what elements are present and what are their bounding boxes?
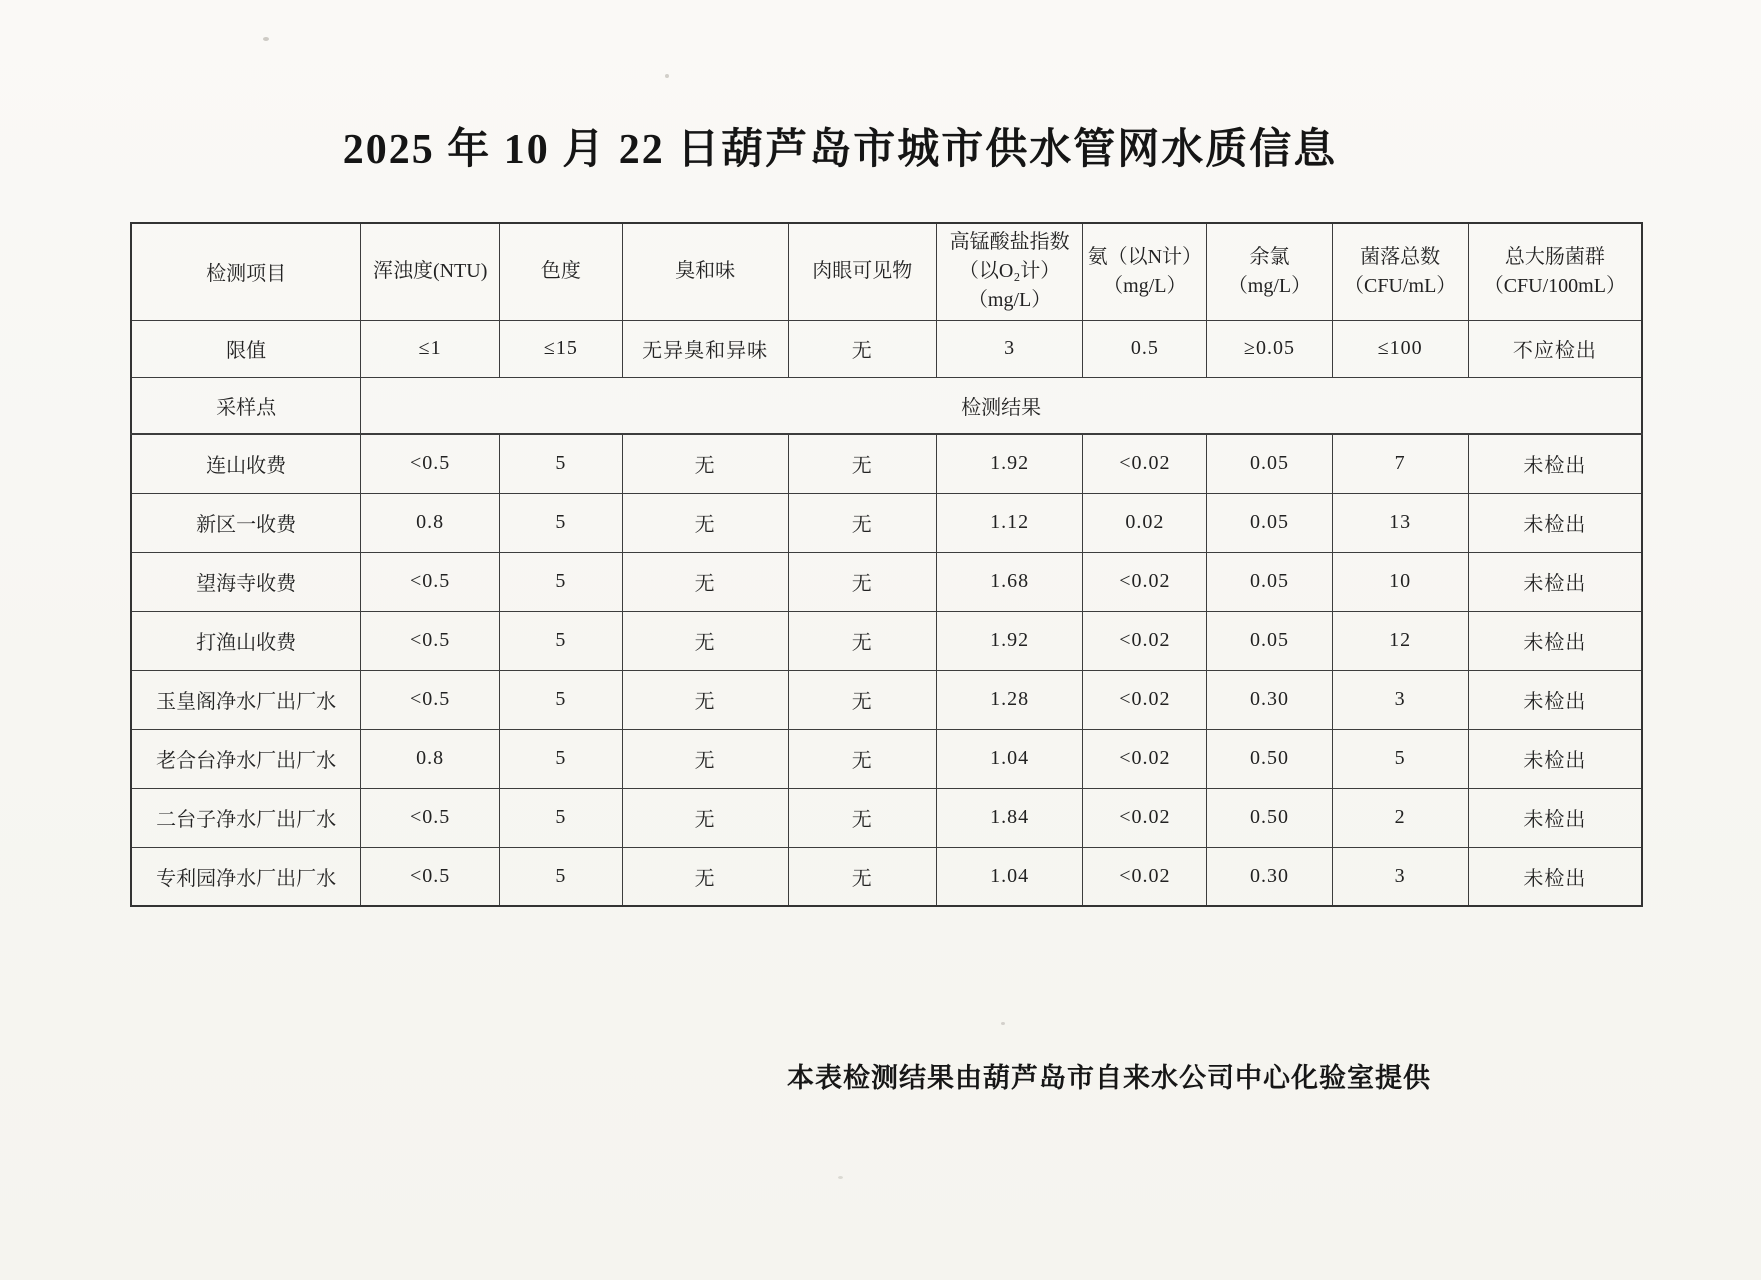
- water-quality-table: [130, 222, 1643, 907]
- row-value: 5: [500, 493, 622, 552]
- header-line: 浑浊度(NTU): [372, 260, 488, 283]
- row-value: 5: [500, 670, 622, 729]
- header-line: （mg/L）: [967, 289, 1052, 312]
- header-col-2: [622, 223, 788, 320]
- row-value: 1.92: [936, 611, 1083, 670]
- scan-speck: [665, 74, 669, 78]
- row-label: 老合台净水厂出厂水: [131, 729, 361, 788]
- row-value: 7: [1332, 434, 1468, 493]
- row-value: 1.92: [936, 434, 1083, 493]
- row-value: <0.5: [361, 552, 500, 611]
- header-col-7: [1332, 223, 1468, 320]
- row-value: <0.5: [361, 611, 500, 670]
- limit-value: 0.5: [1083, 320, 1207, 377]
- header-line: （mg/L）: [1103, 274, 1187, 297]
- row-value: 无: [622, 552, 788, 611]
- header-line: 总大肠菌群: [1504, 245, 1605, 268]
- row-value: 3: [1332, 847, 1468, 906]
- limit-value: ≤100: [1332, 320, 1468, 377]
- row-value: 10: [1332, 552, 1468, 611]
- source-note: 本表检测结果由葫芦岛市自来水公司中心化验室提供: [787, 1063, 1431, 1093]
- row-value: 1.28: [936, 670, 1083, 729]
- row-value: 0.05: [1207, 434, 1332, 493]
- header-col-4: [936, 223, 1083, 320]
- row-value: <0.02: [1083, 434, 1207, 493]
- row-value: 未检出: [1468, 670, 1642, 729]
- row-value: 3: [1332, 670, 1468, 729]
- row-value: 0.50: [1207, 729, 1332, 788]
- row-value: 2: [1332, 788, 1468, 847]
- row-value: 无: [788, 493, 936, 552]
- table-row: [131, 552, 1642, 611]
- limit-row: [131, 320, 1642, 377]
- header-col-8: [1468, 223, 1642, 320]
- row-value: 5: [500, 729, 622, 788]
- row-value: <0.02: [1083, 847, 1207, 906]
- row-value: 无: [622, 729, 788, 788]
- row-value: 无: [622, 434, 788, 493]
- row-value: 无: [788, 788, 936, 847]
- limit-value: 无异臭和异味: [622, 320, 788, 377]
- row-value: <0.02: [1083, 788, 1207, 847]
- row-value: 13: [1332, 493, 1468, 552]
- page-title: 2025 年 10 月 22 日葫芦岛市城市供水管网水质信息: [342, 127, 1338, 173]
- row-value: <0.5: [361, 670, 500, 729]
- row-value: 0.05: [1207, 493, 1332, 552]
- header-line: 肉眼可见物: [812, 260, 913, 283]
- table-header-row: [131, 223, 1642, 320]
- row-value: 未检出: [1468, 434, 1642, 493]
- row-value: 5: [500, 434, 622, 493]
- header-col-1: [500, 223, 622, 320]
- header-line: 余氯: [1249, 245, 1290, 268]
- limit-value: 无: [788, 320, 936, 377]
- row-value: 1.04: [936, 847, 1083, 906]
- sampling-point-row: [131, 377, 1642, 434]
- row-value: 未检出: [1468, 729, 1642, 788]
- row-value: 1.68: [936, 552, 1083, 611]
- row-value: 0.50: [1207, 788, 1332, 847]
- row-value: 1.84: [936, 788, 1083, 847]
- header-col-5: [1083, 223, 1207, 320]
- header-line: 高锰酸盐指数: [949, 231, 1070, 254]
- row-value: <0.02: [1083, 729, 1207, 788]
- header-col-6: [1207, 223, 1332, 320]
- row-value: 无: [788, 434, 936, 493]
- row-value: 无: [622, 670, 788, 729]
- row-value: 未检出: [1468, 552, 1642, 611]
- row-value: 无: [788, 670, 936, 729]
- row-value: 无: [622, 493, 788, 552]
- row-value: 无: [788, 847, 936, 906]
- row-value: 0.05: [1207, 552, 1332, 611]
- row-value: <0.02: [1083, 670, 1207, 729]
- row-value: 12: [1332, 611, 1468, 670]
- header-line: 菌落总数: [1360, 245, 1441, 268]
- table-row: [131, 729, 1642, 788]
- row-value: <0.02: [1083, 611, 1207, 670]
- limit-value: 3: [936, 320, 1083, 377]
- row-value: 5: [500, 847, 622, 906]
- row-value: <0.5: [361, 847, 500, 906]
- row-value: 0.05: [1207, 611, 1332, 670]
- row-value: 0.30: [1207, 847, 1332, 906]
- table-row: [131, 670, 1642, 729]
- row-value: 无: [622, 788, 788, 847]
- row-value: 无: [788, 552, 936, 611]
- row-label: 望海寺收费: [131, 552, 361, 611]
- header-item-cell: 检测项目: [131, 223, 361, 320]
- row-label: 专利园净水厂出厂水: [131, 847, 361, 906]
- row-value: 无: [788, 611, 936, 670]
- scan-speck: [1001, 1022, 1005, 1025]
- table-row: [131, 847, 1642, 906]
- limit-row-label: 限值: [131, 320, 361, 377]
- row-value: 无: [622, 847, 788, 906]
- header-line: （CFU/100mL）: [1483, 274, 1626, 297]
- row-value: 0.02: [1083, 493, 1207, 552]
- sampling-point-label: 采样点: [131, 377, 361, 434]
- header-line: （CFU/mL）: [1344, 274, 1457, 297]
- row-value: 未检出: [1468, 493, 1642, 552]
- scan-speck: [838, 1176, 843, 1179]
- row-value: 5: [1332, 729, 1468, 788]
- limit-value: ≤15: [500, 320, 622, 377]
- table-row: [131, 788, 1642, 847]
- row-value: <0.5: [361, 434, 500, 493]
- header-col-0: [361, 223, 500, 320]
- row-value: <0.02: [1083, 552, 1207, 611]
- row-label: 玉皇阁净水厂出厂水: [131, 670, 361, 729]
- row-value: 未检出: [1468, 611, 1642, 670]
- row-value: <0.5: [361, 788, 500, 847]
- table-row: [131, 434, 1642, 493]
- header-line: （mg/L）: [1227, 274, 1312, 297]
- row-value: 5: [500, 788, 622, 847]
- row-value: 0.30: [1207, 670, 1332, 729]
- row-value: 未检出: [1468, 788, 1642, 847]
- header-col-3: [788, 223, 936, 320]
- header-line: （以O₂计）: [958, 260, 1061, 283]
- row-value: 无: [622, 611, 788, 670]
- limit-value: ≤1: [361, 320, 500, 377]
- table-row: [131, 611, 1642, 670]
- row-value: 未检出: [1468, 847, 1642, 906]
- table-row: [131, 493, 1642, 552]
- header-line: 氨（以N计）: [1087, 245, 1203, 268]
- header-line: 色度: [540, 260, 581, 283]
- row-value: 0.8: [361, 729, 500, 788]
- row-value: 1.04: [936, 729, 1083, 788]
- row-label: 新区一收费: [131, 493, 361, 552]
- row-value: 无: [788, 729, 936, 788]
- row-value: 5: [500, 552, 622, 611]
- row-label: 连山收费: [131, 434, 361, 493]
- row-value: 1.12: [936, 493, 1083, 552]
- row-value: 5: [500, 611, 622, 670]
- header-line: 臭和味: [675, 260, 736, 283]
- results-span-label: 检测结果: [361, 377, 1642, 434]
- row-label: 打渔山收费: [131, 611, 361, 670]
- row-value: 0.8: [361, 493, 500, 552]
- limit-value: 不应检出: [1468, 320, 1642, 377]
- limit-value: ≥0.05: [1207, 320, 1332, 377]
- scan-speck: [263, 37, 269, 41]
- row-label: 二台子净水厂出厂水: [131, 788, 361, 847]
